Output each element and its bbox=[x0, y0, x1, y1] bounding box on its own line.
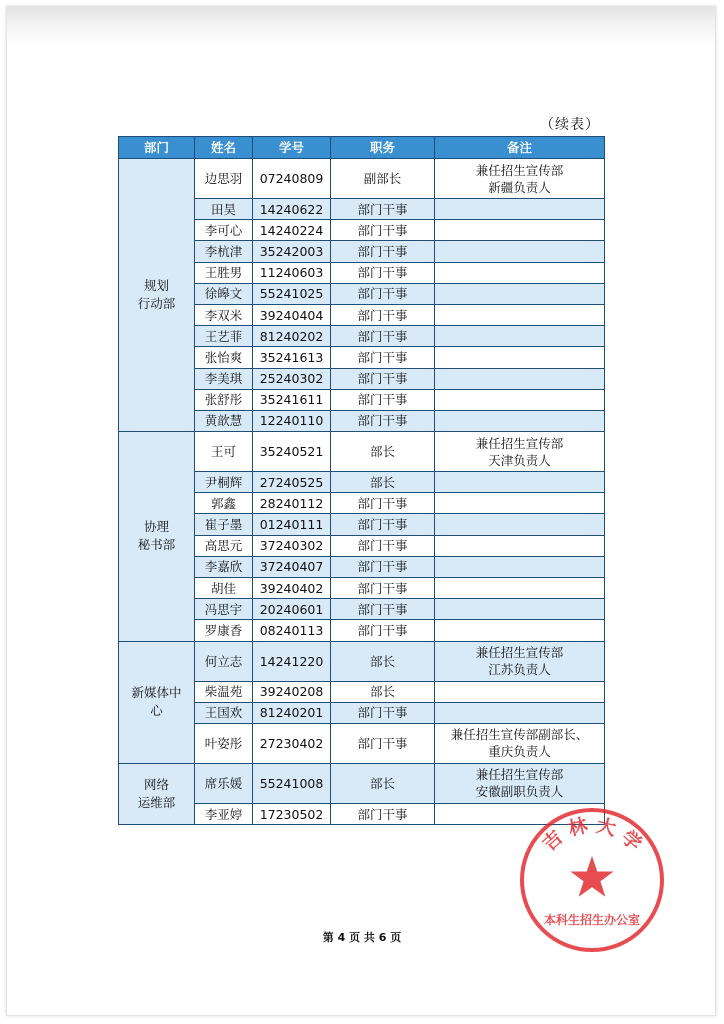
table-row bbox=[119, 641, 605, 681]
note-cell bbox=[435, 199, 605, 220]
id-cell: 35241611 bbox=[253, 389, 331, 410]
id-cell: 11240603 bbox=[253, 262, 331, 283]
note-cell bbox=[435, 702, 605, 723]
note-cell: 兼任招生宣传部 安徽副职负责人 bbox=[435, 763, 605, 803]
role-cell: 部门干事 bbox=[331, 723, 435, 763]
name-cell: 李双米 bbox=[195, 304, 253, 325]
name-cell: 胡佳 bbox=[195, 578, 253, 599]
name-cell: 边思羽 bbox=[195, 159, 253, 199]
table-header-row bbox=[119, 137, 605, 159]
id-cell: 37240302 bbox=[253, 535, 331, 556]
id-cell: 17230502 bbox=[253, 803, 331, 824]
seal-star-icon bbox=[570, 856, 613, 897]
dept-cell: 网络 运维部 bbox=[119, 763, 195, 824]
note-cell bbox=[435, 599, 605, 620]
role-cell: 部门干事 bbox=[331, 620, 435, 641]
role-cell: 部门干事 bbox=[331, 556, 435, 577]
note-cell: 兼任招生宣传部 江苏负责人 bbox=[435, 641, 605, 681]
name-cell: 田昊 bbox=[195, 199, 253, 220]
role-cell: 部门干事 bbox=[331, 326, 435, 347]
role-cell: 部长 bbox=[331, 472, 435, 493]
header-id: 学号 bbox=[253, 137, 331, 159]
name-cell: 何立志 bbox=[195, 641, 253, 681]
role-cell: 部门干事 bbox=[331, 702, 435, 723]
name-cell: 李可心 bbox=[195, 220, 253, 241]
scan-shadow bbox=[7, 7, 715, 47]
note-cell bbox=[435, 347, 605, 368]
role-cell: 部长 bbox=[331, 432, 435, 472]
note-cell bbox=[435, 389, 605, 410]
note-cell bbox=[435, 493, 605, 514]
id-cell: 12240110 bbox=[253, 410, 331, 431]
table-row bbox=[119, 763, 605, 803]
name-cell: 罗康香 bbox=[195, 620, 253, 641]
note-cell bbox=[435, 578, 605, 599]
dept-cell: 新媒体中 心 bbox=[119, 641, 195, 763]
role-cell: 副部长 bbox=[331, 159, 435, 199]
role-cell: 部长 bbox=[331, 641, 435, 681]
role-cell: 部门干事 bbox=[331, 599, 435, 620]
id-cell: 81240201 bbox=[253, 702, 331, 723]
note-cell bbox=[435, 410, 605, 431]
id-cell: 25240302 bbox=[253, 368, 331, 389]
note-cell bbox=[435, 472, 605, 493]
dept-cell: 协理 秘书部 bbox=[119, 432, 195, 642]
id-cell: 01240111 bbox=[253, 514, 331, 535]
role-cell: 部门干事 bbox=[331, 347, 435, 368]
id-cell: 08240113 bbox=[253, 620, 331, 641]
id-cell: 39240208 bbox=[253, 681, 331, 702]
header-name: 姓名 bbox=[195, 137, 253, 159]
role-cell: 部门干事 bbox=[331, 514, 435, 535]
name-cell: 黄歆慧 bbox=[195, 410, 253, 431]
name-cell: 王艺菲 bbox=[195, 326, 253, 347]
seal-bottom-text: 本科生招生办公室 bbox=[543, 913, 641, 927]
table-row bbox=[119, 432, 605, 472]
id-cell: 39240404 bbox=[253, 304, 331, 325]
note-cell bbox=[435, 556, 605, 577]
note-cell bbox=[435, 304, 605, 325]
name-cell: 张舒彤 bbox=[195, 389, 253, 410]
name-cell: 张怡爽 bbox=[195, 347, 253, 368]
note-cell bbox=[435, 283, 605, 304]
note-cell bbox=[435, 326, 605, 347]
role-cell: 部门干事 bbox=[331, 803, 435, 824]
dept-cell: 规划 行动部 bbox=[119, 159, 195, 432]
name-cell: 徐皞文 bbox=[195, 283, 253, 304]
note-cell bbox=[435, 681, 605, 702]
role-cell: 部门干事 bbox=[331, 304, 435, 325]
role-cell: 部门干事 bbox=[331, 535, 435, 556]
name-cell: 李杭津 bbox=[195, 241, 253, 262]
note-cell: 兼任招生宣传部副部长、 重庆负责人 bbox=[435, 723, 605, 763]
id-cell: 28240112 bbox=[253, 493, 331, 514]
note-cell bbox=[435, 620, 605, 641]
page-footer: 第 4 页 共 6 页 bbox=[322, 931, 402, 944]
id-cell: 14241220 bbox=[253, 641, 331, 681]
id-cell: 35241613 bbox=[253, 347, 331, 368]
id-cell: 14240224 bbox=[253, 220, 331, 241]
role-cell: 部门干事 bbox=[331, 241, 435, 262]
name-cell: 王胜男 bbox=[195, 262, 253, 283]
id-cell: 39240402 bbox=[253, 578, 331, 599]
role-cell: 部门干事 bbox=[331, 493, 435, 514]
id-cell: 81240202 bbox=[253, 326, 331, 347]
role-cell: 部门干事 bbox=[331, 220, 435, 241]
id-cell: 20240601 bbox=[253, 599, 331, 620]
header-note: 备注 bbox=[435, 137, 605, 159]
name-cell: 冯思宇 bbox=[195, 599, 253, 620]
name-cell: 柴温苑 bbox=[195, 681, 253, 702]
role-cell: 部长 bbox=[331, 763, 435, 803]
name-cell: 高思元 bbox=[195, 535, 253, 556]
id-cell: 55241008 bbox=[253, 763, 331, 803]
name-cell: 李亚婷 bbox=[195, 803, 253, 824]
note-cell: 兼任招生宣传部 天津负责人 bbox=[435, 432, 605, 472]
name-cell: 李嘉欣 bbox=[195, 556, 253, 577]
id-cell: 27240525 bbox=[253, 472, 331, 493]
role-cell: 部门干事 bbox=[331, 410, 435, 431]
name-cell: 王可 bbox=[195, 432, 253, 472]
role-cell: 部门干事 bbox=[331, 368, 435, 389]
id-cell: 07240809 bbox=[253, 159, 331, 199]
header-dept: 部门 bbox=[119, 137, 195, 159]
name-cell: 席乐媛 bbox=[195, 763, 253, 803]
note-cell bbox=[435, 368, 605, 389]
name-cell: 李美琪 bbox=[195, 368, 253, 389]
note-cell bbox=[435, 241, 605, 262]
note-cell bbox=[435, 535, 605, 556]
note-cell bbox=[435, 514, 605, 535]
name-cell: 崔子墨 bbox=[195, 514, 253, 535]
role-cell: 部门干事 bbox=[331, 199, 435, 220]
seal-arc-text: 吉 林 大 学 bbox=[538, 814, 646, 856]
roster-table bbox=[118, 136, 605, 825]
header-role: 职务 bbox=[331, 137, 435, 159]
name-cell: 郭鑫 bbox=[195, 493, 253, 514]
role-cell: 部门干事 bbox=[331, 578, 435, 599]
official-seal bbox=[518, 806, 666, 954]
id-cell: 27230402 bbox=[253, 723, 331, 763]
role-cell: 部门干事 bbox=[331, 389, 435, 410]
note-cell: 兼任招生宣传部 新疆负责人 bbox=[435, 159, 605, 199]
id-cell: 55241025 bbox=[253, 283, 331, 304]
role-cell: 部长 bbox=[331, 681, 435, 702]
continuation-label: （续表） bbox=[540, 117, 600, 133]
note-cell bbox=[435, 220, 605, 241]
id-cell: 35242003 bbox=[253, 241, 331, 262]
note-cell bbox=[435, 262, 605, 283]
table-row bbox=[119, 159, 605, 199]
id-cell: 37240407 bbox=[253, 556, 331, 577]
role-cell: 部门干事 bbox=[331, 262, 435, 283]
roster-body bbox=[119, 159, 605, 825]
name-cell: 尹桐辉 bbox=[195, 472, 253, 493]
role-cell: 部门干事 bbox=[331, 283, 435, 304]
name-cell: 叶姿彤 bbox=[195, 723, 253, 763]
id-cell: 14240622 bbox=[253, 199, 331, 220]
name-cell: 王国欢 bbox=[195, 702, 253, 723]
id-cell: 35240521 bbox=[253, 432, 331, 472]
